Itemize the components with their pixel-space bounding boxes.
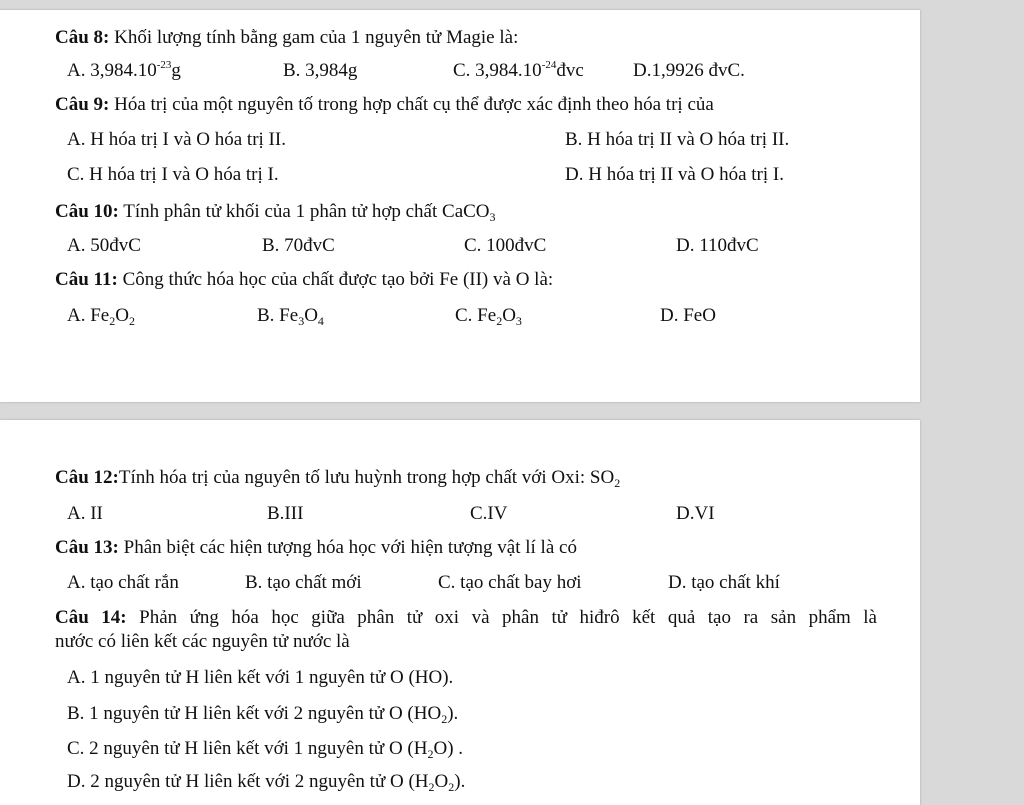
option-b-part: B. 1 nguyên tử H liên kết với 2 nguyên tử O (HO [67,703,442,724]
option-b-sub: 2 [441,712,448,726]
question-8-option-d: D.1,9926 đvC. [633,60,745,81]
option-a-exponent: -23 [156,59,172,71]
question-14 [55,606,877,630]
question-9-option-d: D. H hóa trị II và O hóa trị I. [565,164,784,185]
option-d-end: ). [454,771,466,792]
option-a-sub1: 2 [109,314,116,328]
question-13-option-c: C. tạo chất bay hơi [438,572,582,593]
option-c-sub: 2 [427,747,434,761]
question-10-option-c: C. 100đvC [464,235,547,256]
option-c-sub1: 2 [496,314,503,328]
question-9 [55,93,714,117]
question-12-option-b: B.III [267,503,304,524]
option-a-part2: O [115,305,129,326]
question-13-label: Câu 13: [55,537,119,558]
question-14-option-a: A. 1 nguyên tử H liên kết với 1 nguyên tử O (HO). [67,667,454,688]
question-11-option-d: D. FeO [660,305,716,326]
question-11 [55,268,553,292]
question-10-subscript: 3 [489,210,496,224]
option-d-sub2: 2 [448,780,455,794]
viewer-top-strip [0,0,1024,10]
option-b-part: B. Fe [257,305,299,326]
option-c-part2: O [502,305,516,326]
option-c-exponent: -24 [541,59,557,71]
option-c-part: C. 2 nguyên tử H liên kết với 1 nguyên tử O (H [67,738,428,759]
option-d-sub1: 2 [428,780,435,794]
question-14-option-b [67,702,458,726]
question-12-text: Tính hóa trị của nguyên tố lưu huỳnh trong hợp chất với Oxi: SO [118,467,615,488]
option-a-part: A. Fe [67,305,110,326]
question-11-text: Công thức hóa học của chất được tạo bởi Fe (II) và O là: [117,269,554,290]
question-13-option-a: A. tạo chất rắn [67,572,179,593]
document-page-2 [0,420,920,805]
question-10-option-b: B. 70đvC [262,235,335,256]
question-11-option-a [67,304,135,328]
option-b-end: ). [447,703,459,724]
question-8-text: Khối lượng tính bằng gam của 1 nguyên tử Magie là: [109,27,519,48]
option-a-sub2: 2 [128,314,135,328]
question-9-option-b: B. H hóa trị II và O hóa trị II. [565,129,790,150]
option-d-part2: O [434,771,449,792]
question-11-label: Câu 11: [55,269,118,290]
question-9-label: Câu 9: [55,94,110,115]
question-9-text: Hóa trị của một nguyên tố trong hợp chất cụ thể được xác định theo hóa trị của [109,94,714,115]
question-8-option-c [453,59,584,83]
option-c-part: C. Fe [455,305,497,326]
question-11-option-c [455,304,522,328]
option-c-end: O) . [433,738,464,759]
option-c-sub2: 3 [515,314,522,328]
question-10-label: Câu 10: [55,201,119,222]
question-8-option-b: B. 3,984g [283,60,358,81]
question-13 [55,536,577,560]
question-9-option-a: A. H hóa trị I và O hóa trị II. [67,129,286,150]
option-b-sub2: 4 [317,314,324,328]
question-10-text: Tính phân tử khối của 1 phân tử hợp chất CaCO [118,201,490,222]
question-12-option-d: D.VI [676,503,715,524]
question-8-option-a [67,59,181,83]
question-10-option-a: A. 50đvC [67,235,141,256]
question-14-label: Câu 14: [55,607,127,628]
question-11-option-b [257,304,324,328]
option-a-unit: g [171,60,181,81]
question-9-option-c: C. H hóa trị I và O hóa trị I. [67,164,279,185]
option-b-part2: O [304,305,318,326]
option-c-unit: đvc [556,60,584,81]
question-12-label: Câu 12: [55,467,119,488]
question-12-subscript: 2 [614,476,621,490]
viewer-side-gutter [920,10,1024,805]
question-13-option-d: D. tạo chất khí [668,572,780,593]
option-c-base: C. 3,984.10 [453,60,542,81]
question-8-label: Câu 8: [55,27,110,48]
question-13-option-b: B. tạo chất mới [245,572,362,593]
question-14-text-line1: Phản ứng hóa học giữa phân tử oxi và phân tử hiđrô kết quả tạo ra sản phẩm là [126,607,877,628]
question-14-option-d [67,770,465,794]
option-d-part: D. 2 nguyên tử H liên kết với 2 nguyên tử O (H [67,771,429,792]
question-8 [55,26,518,50]
question-12 [55,466,620,490]
question-10-option-d: D. 110đvC [676,235,759,256]
question-12-option-a: A. II [67,503,103,524]
question-13-text: Phân biệt các hiện tượng hóa học với hiện tượng vật lí là có [118,537,577,558]
option-a-base: A. 3,984.10 [67,60,157,81]
question-14-option-c [67,737,463,761]
option-b-sub1: 3 [298,314,305,328]
question-12-option-c: C.IV [470,503,508,524]
question-10 [55,200,496,224]
document-page-1 [0,10,920,402]
question-14-text-line2: nước có liên kết các nguyên tử nước là [55,631,350,652]
